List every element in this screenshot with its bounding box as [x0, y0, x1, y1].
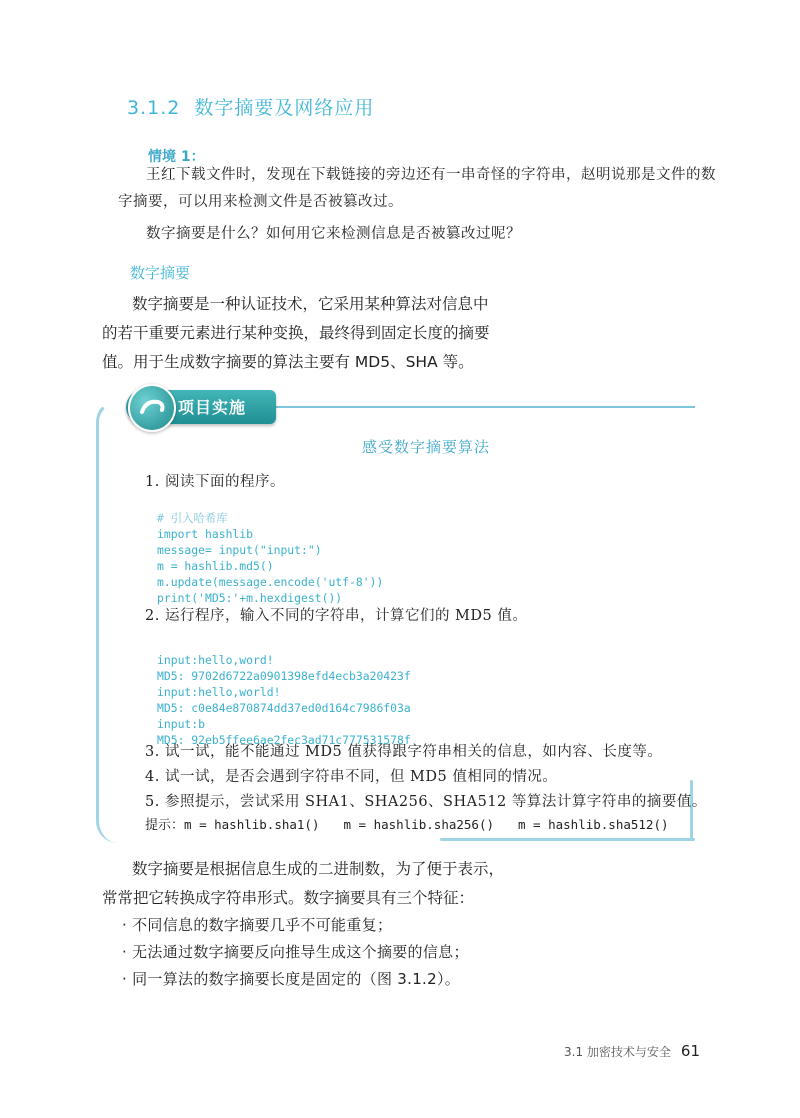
code-line: input:hello,word!	[157, 653, 274, 667]
step-1: 1. 阅读下面的程序。	[145, 474, 285, 490]
feature-item: · 无法通过数字摘要反向推导生成这个摘要的信息；	[122, 943, 469, 961]
section-heading: 数字摘要及网络应用	[194, 97, 375, 119]
step-5: 5. 参照提示，尝试采用 SHA1、SHA256、SHA512 等算法计算字符串的摘要值。	[145, 794, 707, 810]
hint-sha512: m = hashlib.sha512()	[518, 817, 669, 832]
code-line: input:hello,world!	[157, 685, 281, 699]
step-3: 3. 试一试，能不能通过 MD5 值获得跟字符串相关的信息，如内容、长度等。	[145, 744, 663, 760]
code-block-program	[157, 494, 383, 606]
hint-sha256: m = hashlib.sha256()	[343, 817, 494, 832]
activity-title: 感受数字摘要算法	[362, 438, 491, 456]
feature-item: · 同一算法的数字摘要长度是固定的（图 3.1.2）。	[122, 970, 461, 988]
section-number: 3.1.2	[127, 97, 181, 119]
code-line: message= input("input:")	[157, 543, 322, 557]
puzzle-icon	[130, 386, 174, 430]
hint-line	[145, 814, 693, 833]
code-line: MD5: c0e84e870874dd37ed0d164c7986f03a	[157, 701, 411, 715]
hint-sha1: m = hashlib.sha1()	[184, 817, 320, 832]
code-line: import hashlib	[157, 527, 254, 541]
code-line: input:b	[157, 717, 206, 731]
scenario-question: 数字摘要是什么？如何用它来检测信息是否被篡改过呢？	[146, 226, 521, 242]
hint-label: 提示：	[145, 818, 185, 833]
code-line: MD5: 9702d6722a0901398efd4ecb3a20423f	[157, 669, 411, 683]
scenario-paragraph: 王红下载文件时，发现在下载链接的旁边还有一串奇怪的字符串，赵明说那是文件的数字摘要，可以用来检测文件是否被篡改过。	[118, 167, 716, 210]
footer-section: 3.1 加密技术与安全	[564, 1045, 671, 1059]
page-number: 61	[680, 1042, 700, 1060]
project-badge-label: 项目实施	[178, 398, 247, 417]
code-line: print('MD5:'+m.hexdigest())	[157, 591, 343, 605]
digest-heading: 数字摘要	[130, 264, 191, 282]
project-rule	[270, 406, 695, 408]
section-title	[127, 93, 374, 120]
digest-definition: 数字摘要是一种认证技术，它采用某种算法对信息中的若干重要元素进行某种变换，最终得到固定长度的摘要值。用于生成数字摘要的算法主要有 MD5、SHA 等。	[102, 295, 490, 371]
code-line: MD5: 92eb5ffee6ae2fec3ad71c777531578f	[157, 733, 411, 747]
project-badge-icon	[128, 384, 176, 432]
code-line: m = hashlib.md5()	[157, 559, 274, 573]
project-frame-bottom	[440, 838, 695, 841]
scenario-heading: 情境 1：	[148, 149, 205, 165]
page-footer	[564, 1042, 700, 1060]
code-block-output	[157, 636, 411, 748]
step-4: 4. 试一试，是否会遇到字符串不同，但 MD5 值相同的情况。	[145, 769, 558, 785]
feature-item: · 不同信息的数字摘要几乎不可能重复；	[122, 916, 393, 934]
code-line: m.update(message.encode('utf-8'))	[157, 575, 384, 589]
code-line: # 引入哈希库	[157, 511, 228, 525]
step-2: 2. 运行程序，输入不同的字符串，计算它们的 MD5 值。	[145, 608, 528, 624]
features-intro: 数字摘要是根据信息生成的二进制数，为了便于表示，常常把它转换成字符串形式。数字摘要具有三个特征：	[102, 860, 505, 907]
